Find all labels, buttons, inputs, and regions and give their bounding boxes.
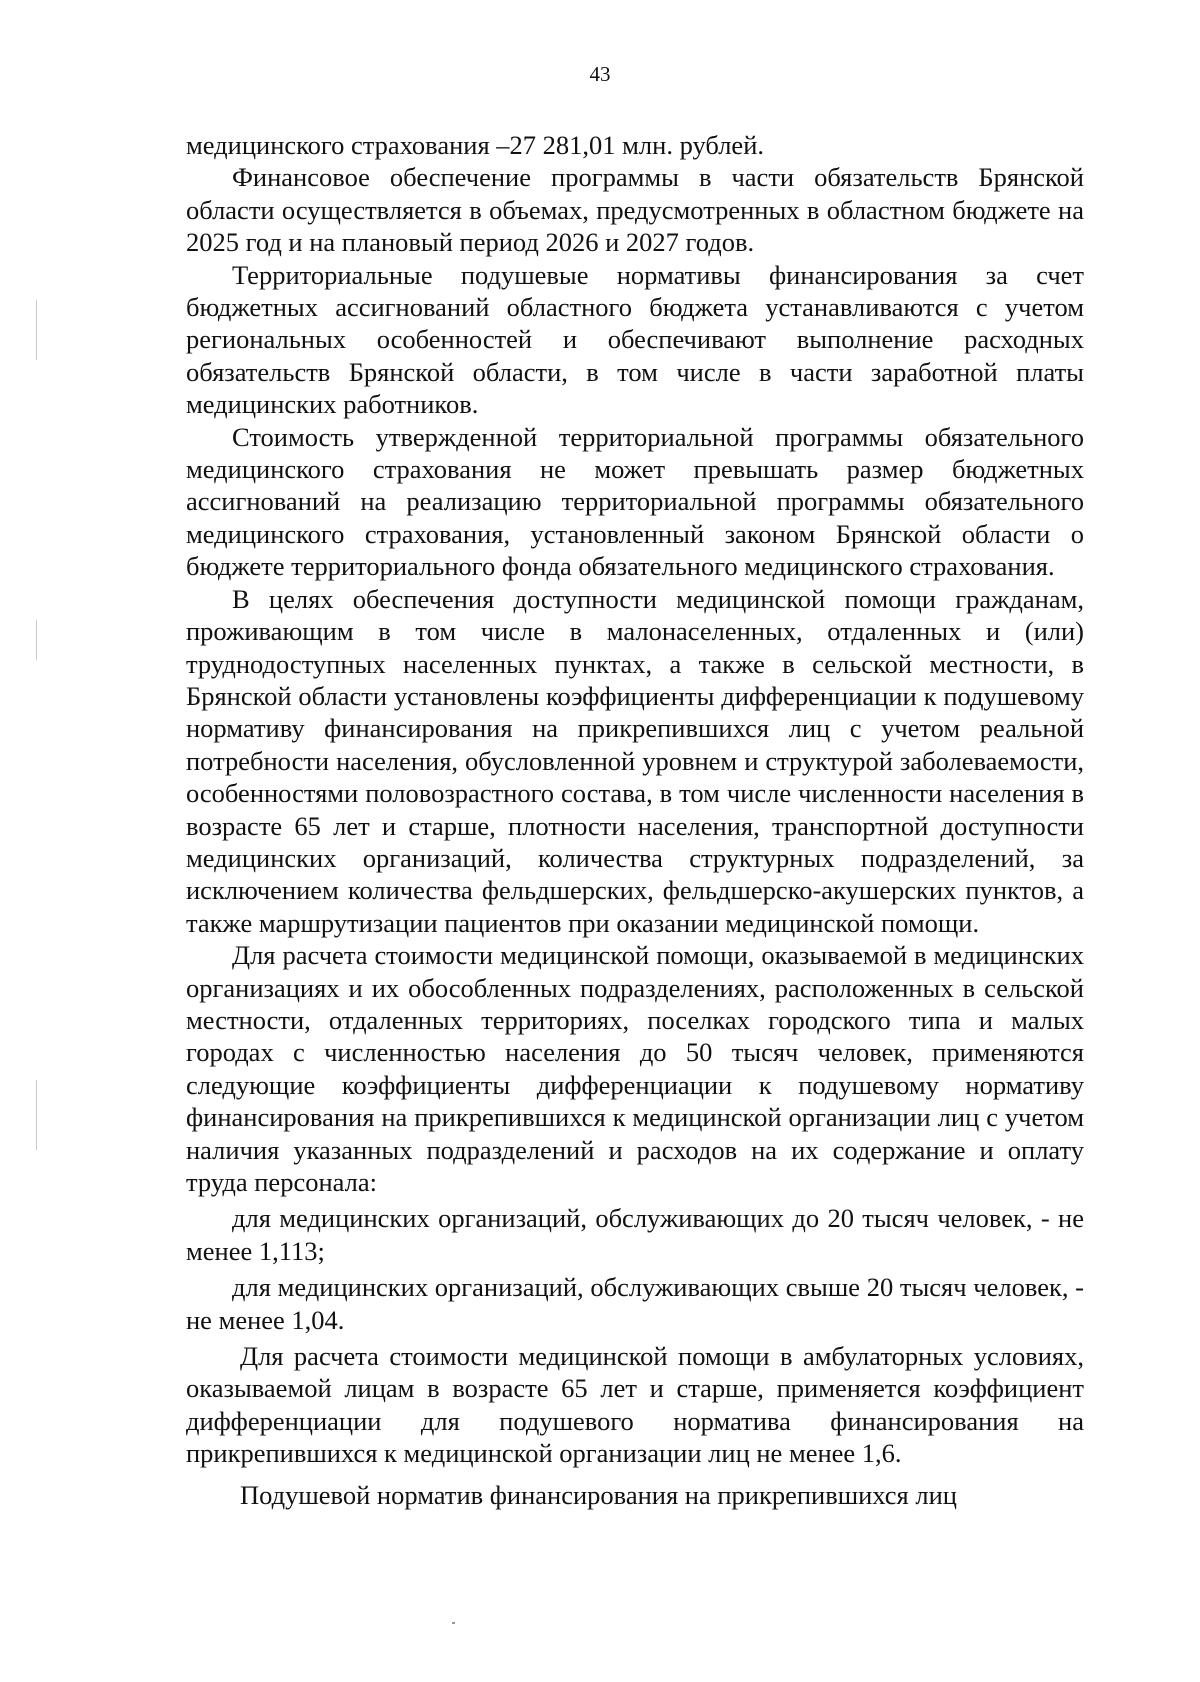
paragraph: В целях обеспечения доступности медицинской помощи гражданам, проживающим в том числе в малонаселенных, отдаленных и (или) труднодоступных населенных пунктах, а также в сельской местности, в Брянской области установлены коэффициенты дифференциации к подушевому нормативу финансирования на прикрепившихся лиц с учетом реальной потребности населения, обусловленной уровнем и структурой заболеваемости, особенностями половозрастного состава, в том числе численности населения в возрасте 65 лет и старше, плотности населения, транспортной доступности медицинских организаций, количества структурных подразделений, за исключением количества фельдшерских, фельдшерско-акушерских пунктов, а также маршрутизации пациентов при оказании медицинской помощи. [186,583,1084,938]
scan-speck [452,1622,455,1624]
paragraph: Территориальные подушевые нормативы финансирования за счет бюджетных ассигнований областного бюджета устанавливаются с учетом региональных особенностей и обеспечивают выполнение расходных обязательств Брянской области, в том числе в части заработной платы медицинских работников. [186,259,1084,420]
paragraph: медицинского страхования –27 281,01 млн. рублей. [186,130,765,160]
scan-margin-mark [36,1080,37,1150]
paragraph: Финансовое обеспечение программы в части обязательств Брянской области осуществляется в объемах, предусмотренных в областном бюджете на 2025 год и на плановый период 2026 и 2027 годов. [186,162,1084,258]
list-item: для медицинских организаций, обслуживающих свыше 20 тысяч человек, - не менее 1,04. [186,1272,1084,1335]
paragraph: Подушевой норматив финансирования на прикрепившихся лиц [240,1479,957,1510]
scan-margin-mark [36,620,37,660]
list-item: для медицинских организаций, обслуживающих до 20 тысяч человек, - не менее 1,113; [186,1203,1084,1266]
paragraph: Для расчета стоимости медицинской помощи, оказываемой в медицинских организациях и их обособленных подразделениях, расположенных в сельской местности, отдаленных территориях, поселках городского типа и малых городах с численностью населения до 50 тысяч человек, применяются следующие коэффициенты дифференциации к подушевому нормативу финансирования на прикрепившихся к медицинской организации лиц с учетом наличия указанных подразделений и расходов на их содержание и оплату труда персонала: [186,940,1084,1197]
paragraph: Стоимость утвержденной территориальной программы обязательного медицинского страхования не может превышать размер бюджетных ассигнований на реализацию территориальной программы обязательного медицинского страхования, установленный законом Брянской области о бюджете территориального фонда обязательного медицинского страхования. [186,421,1084,582]
page-number: 43 [589,62,611,86]
document-body [186,129,1084,1511]
paragraph: Для расчета стоимости медицинской помощи в амбулаторных условиях, оказываемой лицам в возрасте 65 лет и старше, применяется коэффициент дифференциации для подушевого норматива финансирования на прикрепившихся к медицинской организации лиц не менее 1,6. [186,1341,1084,1469]
scan-margin-mark [36,300,37,360]
